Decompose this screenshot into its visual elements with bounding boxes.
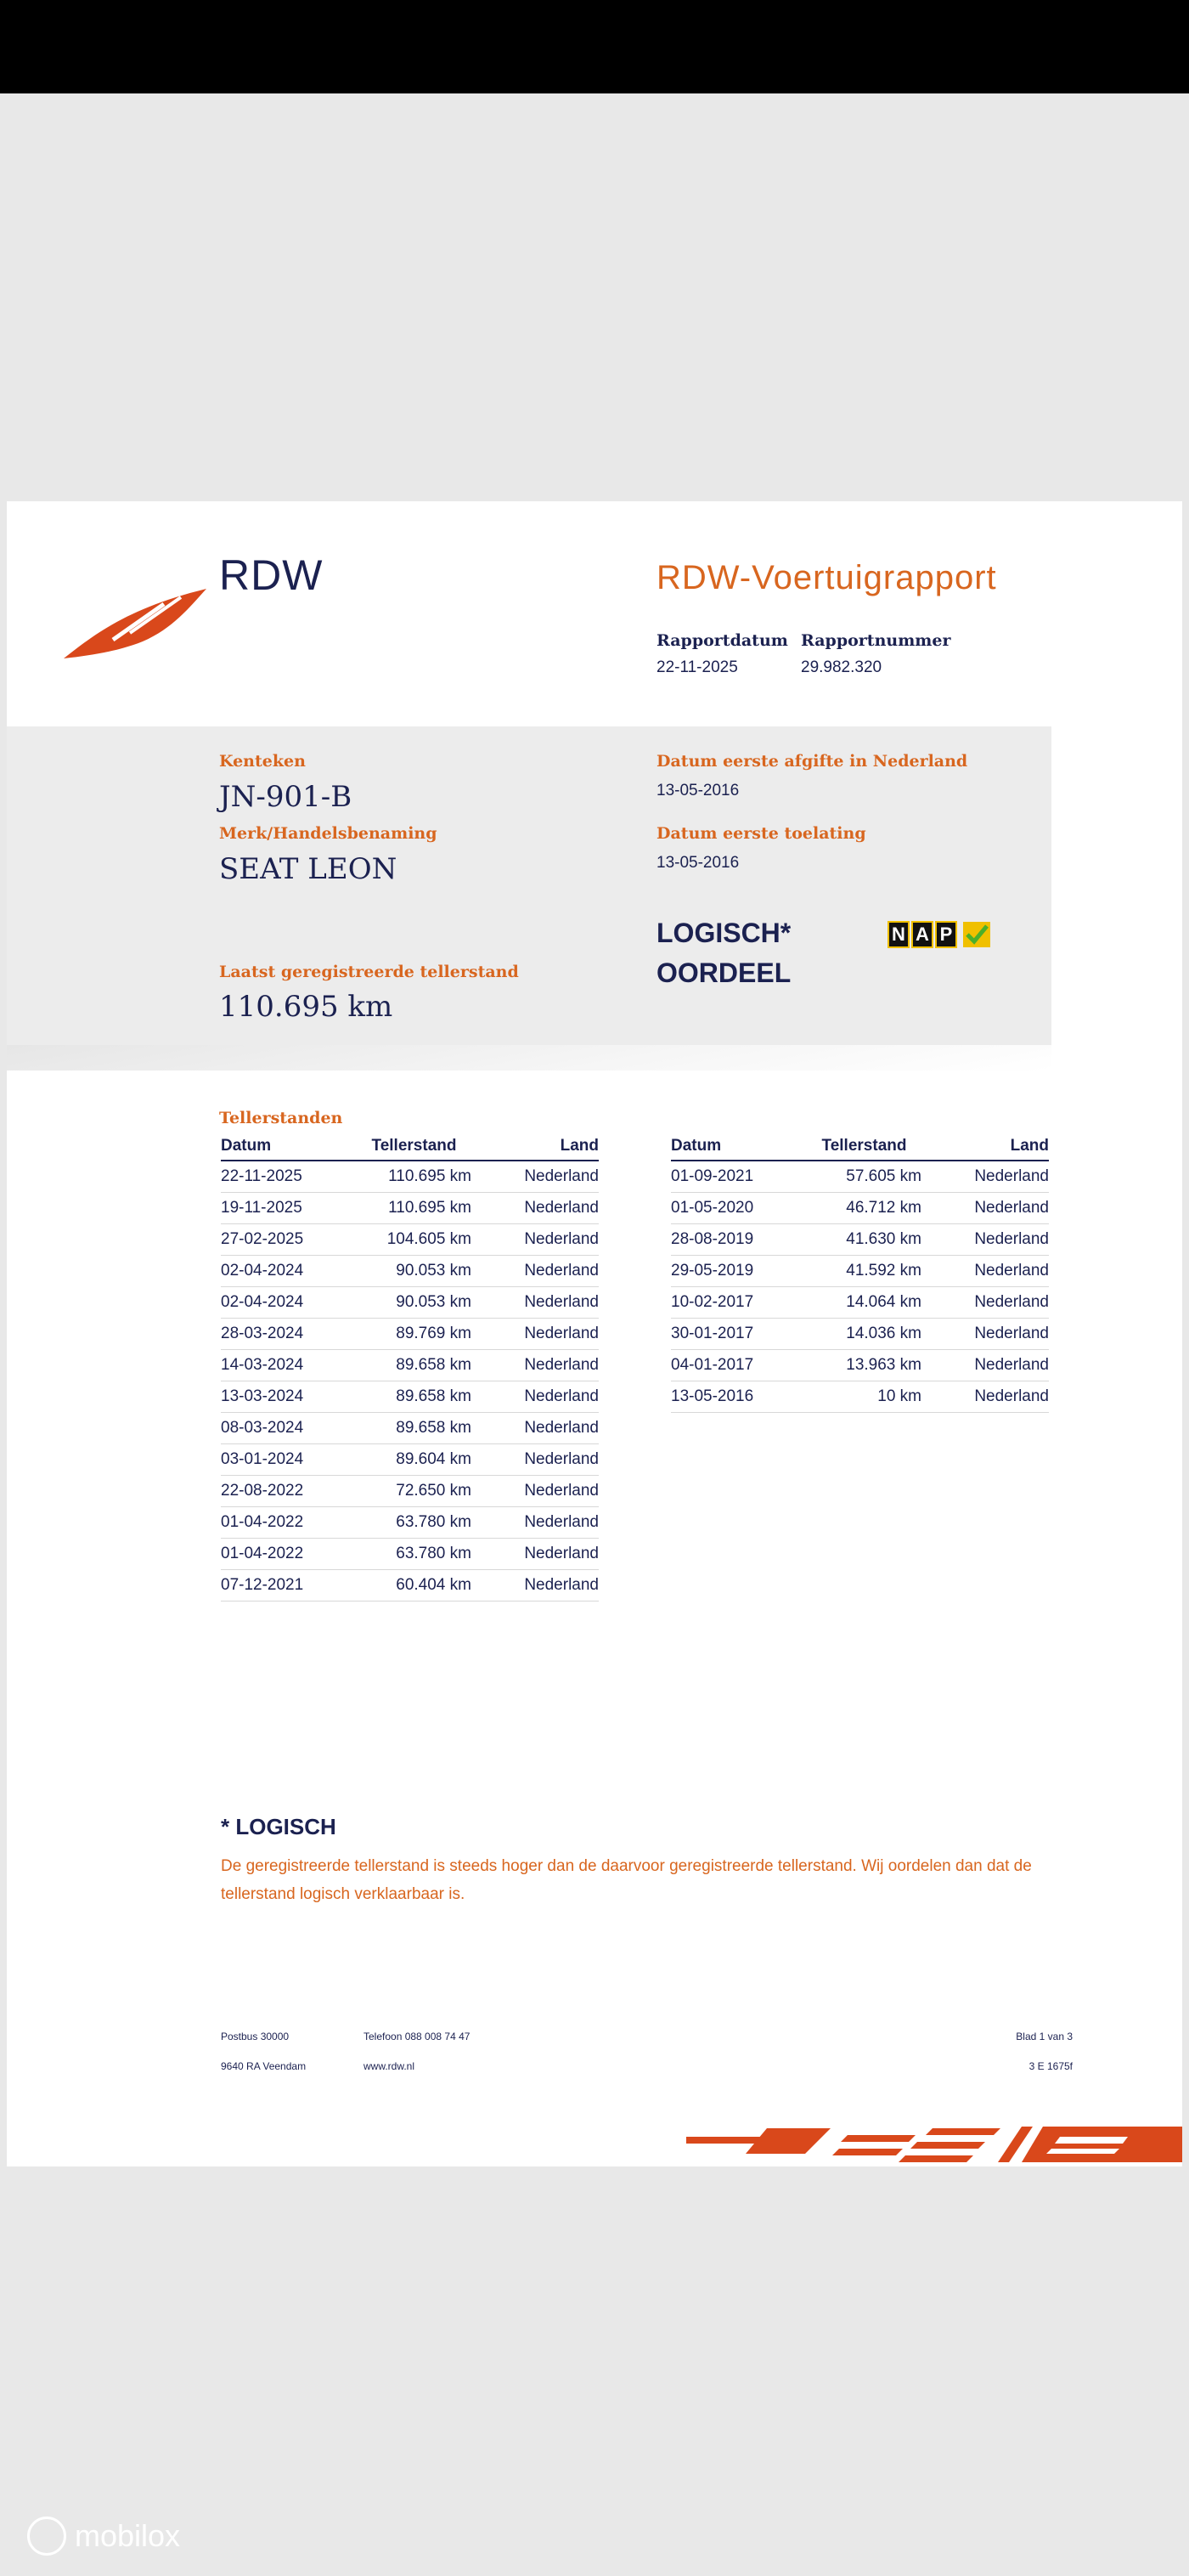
row-country: Nederland [471,1413,599,1444]
odometer-table-title: Tellerstanden [219,1109,343,1127]
verdict-line1: LOGISCH* [656,918,792,948]
row-country: Nederland [471,1287,599,1319]
row-date: 13-03-2024 [221,1381,357,1413]
col-odometer-header: Tellerstand [807,1134,921,1161]
row-odometer: 89.604 km [357,1444,471,1476]
table-row [221,1350,599,1381]
col-odometer-header: Tellerstand [357,1134,471,1161]
table-row [221,1381,599,1413]
row-country: Nederland [471,1193,599,1224]
table-row [221,1224,599,1256]
row-odometer: 10 km [807,1381,921,1413]
row-odometer: 60.404 km [357,1570,471,1602]
table-header-row [221,1134,599,1161]
checkmark-icon [962,921,991,948]
decorative-stripes-icon [686,2120,1182,2166]
odometer-table-right [671,1134,1049,1413]
row-date: 08-03-2024 [221,1413,357,1444]
row-odometer: 41.630 km [807,1224,921,1256]
row-odometer: 63.780 km [357,1539,471,1570]
report-number-label: Rapportnummer [801,631,951,650]
table-row [671,1350,1049,1381]
table-row [221,1256,599,1287]
row-odometer: 14.064 km [807,1287,921,1319]
last-odometer-label: Laatst geregistreerde tellerstand [219,963,519,981]
verdict-line2: OORDEEL [656,958,792,988]
report-page [7,501,1182,2166]
nap-letter: N [888,921,910,948]
rdw-logo-icon [62,582,211,663]
row-country: Nederland [921,1256,1049,1287]
row-country: Nederland [471,1476,599,1507]
row-odometer: 104.605 km [357,1224,471,1256]
summary-box-fold [7,1045,1051,1071]
plate-label: Kenteken [219,752,306,771]
footnote-text: De geregistreerde tellerstand is steeds hoger dan de daarvoor geregistreerde tellerstand. Wij oordelen dan dat de tellerstand logisch verklaarbaar is. [221,1857,1032,1903]
row-country: Nederland [921,1224,1049,1256]
row-date: 19-11-2025 [221,1193,357,1224]
row-date: 14-03-2024 [221,1350,357,1381]
row-odometer: 46.712 km [807,1193,921,1224]
footer-phone: Telefoon 088 008 74 47 [363,2031,471,2042]
nap-badge [888,916,991,953]
row-date: 02-04-2024 [221,1256,357,1287]
last-odometer-value: 110.695 km [219,990,393,1024]
row-odometer: 90.053 km [357,1287,471,1319]
row-odometer: 90.053 km [357,1256,471,1287]
row-date: 28-08-2019 [671,1224,807,1256]
nap-letter: P [935,921,957,948]
footer-code: 3 E 1675f [1028,2060,1073,2072]
plate-value: JN-901-B [219,780,352,814]
odometer-table-left [221,1134,599,1602]
row-date: 01-04-2022 [221,1539,357,1570]
row-country: Nederland [471,1224,599,1256]
row-date: 22-08-2022 [221,1476,357,1507]
row-odometer: 89.658 km [357,1413,471,1444]
row-country: Nederland [471,1570,599,1602]
row-country: Nederland [921,1381,1049,1413]
row-date: 30-01-2017 [671,1319,807,1350]
footer-page: Blad 1 van 3 [1016,2031,1073,2042]
watermark-logo-icon [27,2517,66,2556]
row-date: 22-11-2025 [221,1161,357,1193]
col-date-header: Datum [221,1134,357,1161]
first-issue-value: 13-05-2016 [656,782,740,799]
report-date-label: Rapportdatum [656,631,788,650]
table-row [671,1193,1049,1224]
row-country: Nederland [471,1444,599,1476]
row-country: Nederland [921,1319,1049,1350]
row-odometer: 63.780 km [357,1507,471,1539]
watermark [27,2517,180,2556]
nap-letter: A [911,921,933,948]
row-country: Nederland [471,1350,599,1381]
row-date: 10-02-2017 [671,1287,807,1319]
row-odometer: 41.592 km [807,1256,921,1287]
row-date: 01-04-2022 [221,1507,357,1539]
vehicle-summary-box [7,726,1051,1045]
brand-value: SEAT LEON [219,852,397,886]
row-odometer: 72.650 km [357,1476,471,1507]
watermark-text: mobilox [75,2518,181,2553]
row-country: Nederland [921,1193,1049,1224]
table-row [671,1381,1049,1413]
row-country: Nederland [471,1256,599,1287]
footnote-heading: * LOGISCH [221,1814,336,1839]
table-row [221,1507,599,1539]
row-date: 29-05-2019 [671,1256,807,1287]
row-date: 01-05-2020 [671,1193,807,1224]
first-issue-label: Datum eerste afgifte in Nederland [656,752,968,771]
row-country: Nederland [921,1350,1049,1381]
row-country: Nederland [471,1507,599,1539]
footer-website[interactable]: www.rdw.nl [363,2060,415,2072]
row-odometer: 89.769 km [357,1319,471,1350]
row-odometer: 57.605 km [807,1161,921,1193]
row-odometer: 89.658 km [357,1350,471,1381]
table-row [671,1256,1049,1287]
brand-label: Merk/Handelsbenaming [219,824,437,843]
table-row [221,1444,599,1476]
report-date: 22-11-2025 [656,658,738,676]
col-date-header: Datum [671,1134,807,1161]
row-country: Nederland [471,1319,599,1350]
table-header-row [671,1134,1049,1161]
report-title: RDW-Voertuigrapport [656,559,997,596]
table-row [221,1193,599,1224]
row-odometer: 110.695 km [357,1193,471,1224]
row-date: 07-12-2021 [221,1570,357,1602]
table-row [221,1413,599,1444]
row-date: 04-01-2017 [671,1350,807,1381]
row-date: 13-05-2016 [671,1381,807,1413]
table-row [221,1319,599,1350]
footer-postbus: Postbus 30000 [221,2031,290,2042]
row-country: Nederland [921,1161,1049,1193]
table-row [221,1570,599,1602]
row-date: 28-03-2024 [221,1319,357,1350]
row-country: Nederland [471,1539,599,1570]
row-country: Nederland [471,1381,599,1413]
row-date: 03-01-2024 [221,1444,357,1476]
row-country: Nederland [471,1161,599,1193]
report-number: 29.982.320 [801,658,882,676]
table-row [221,1287,599,1319]
row-odometer: 89.658 km [357,1381,471,1413]
table-row [671,1287,1049,1319]
col-country-header: Land [471,1134,599,1161]
col-country-header: Land [921,1134,1049,1161]
footer-address: 9640 RA Veendam [221,2060,307,2072]
first-admission-value: 13-05-2016 [656,854,740,872]
row-date: 01-09-2021 [671,1161,807,1193]
table-row [221,1161,599,1193]
table-row [671,1319,1049,1350]
row-date: 27-02-2025 [221,1224,357,1256]
table-row [671,1224,1049,1256]
logo-text: RDW [219,551,324,599]
row-odometer: 110.695 km [357,1161,471,1193]
first-admission-label: Datum eerste toelating [656,824,866,843]
table-body-left [221,1161,599,1602]
row-odometer: 14.036 km [807,1319,921,1350]
row-date: 02-04-2024 [221,1287,357,1319]
table-row [221,1539,599,1570]
row-country: Nederland [921,1287,1049,1319]
table-row [671,1161,1049,1193]
table-body-right [671,1161,1049,1413]
row-odometer: 13.963 km [807,1350,921,1381]
status-bar [0,0,1189,93]
table-row [221,1476,599,1507]
